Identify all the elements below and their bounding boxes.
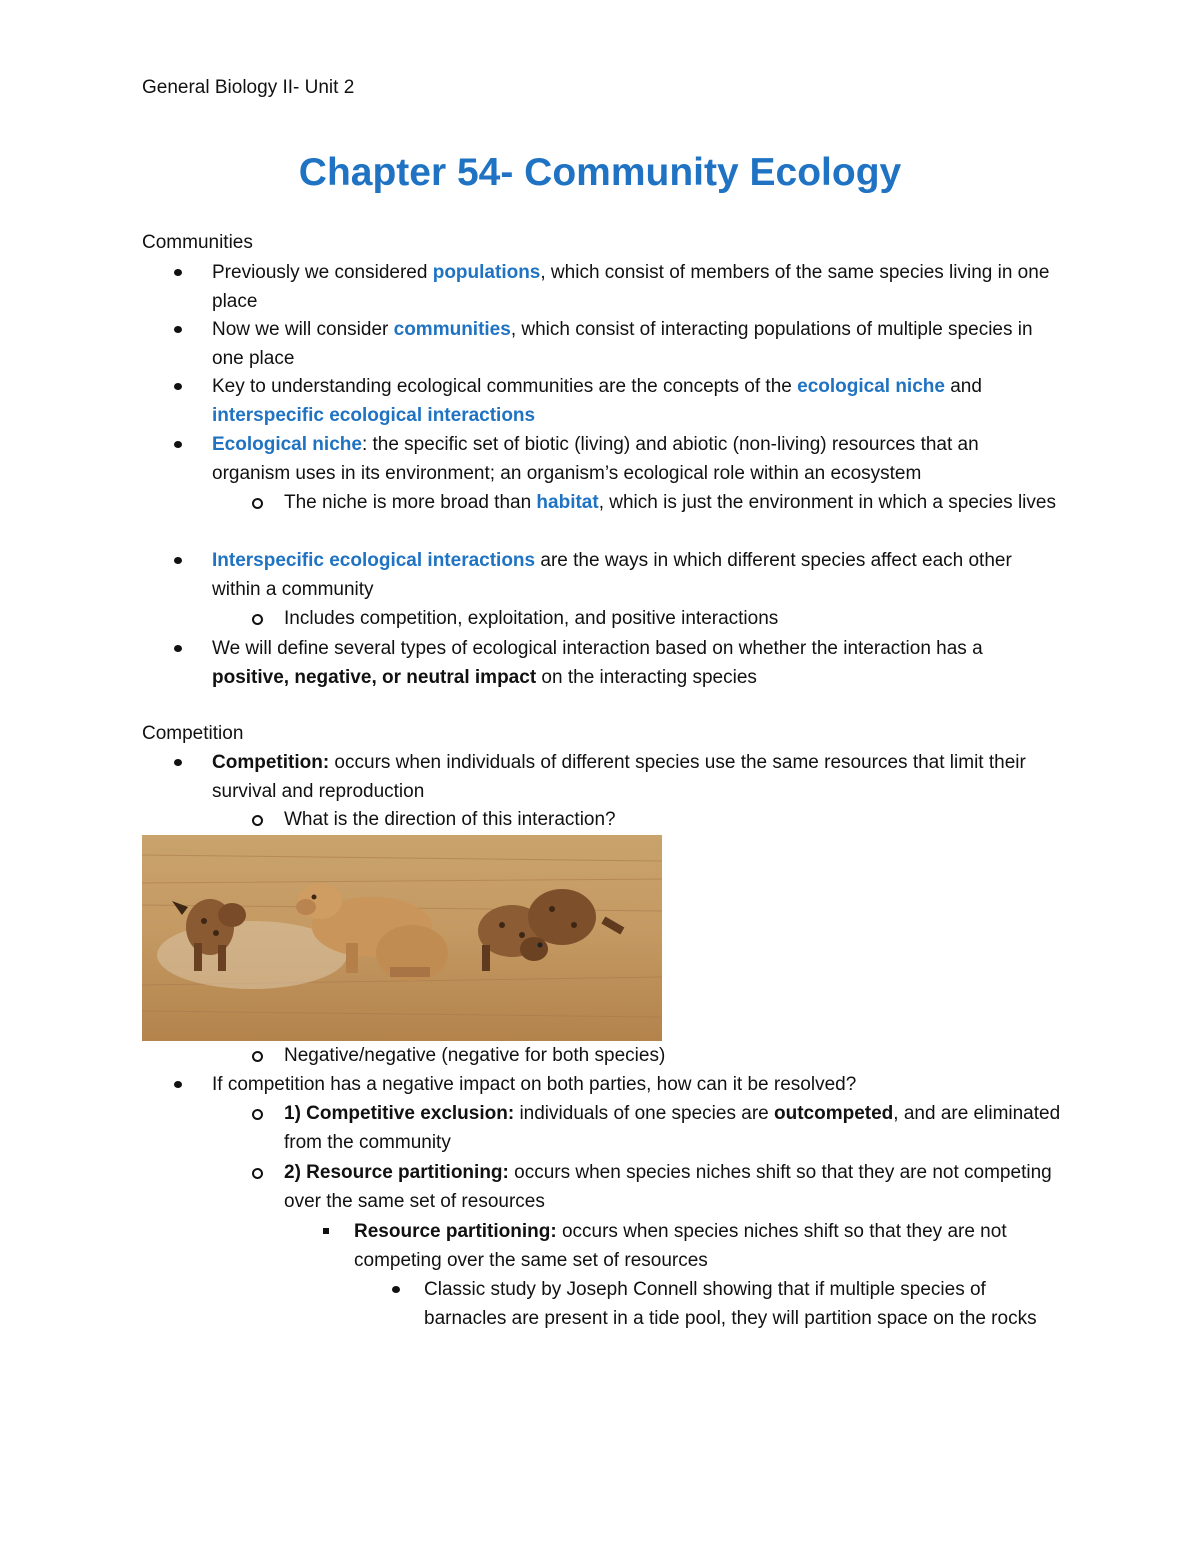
bullet-icon [174,372,184,401]
bullet-icon [252,805,262,834]
keyword: interspecific ecological interactions [212,405,536,426]
bullet-icon [252,488,262,517]
list-item: Previously we considered populations, which consist of members of the same species living in one place [212,258,1062,316]
bullet-icon [174,1070,184,1099]
bullet-icon [174,546,184,575]
list-item: Resource partitioning: occurs when species niches shift so that they are not competing over the same set of resources [354,1217,1064,1275]
list-item: Competition: occurs when individuals of different species use the same resources that limit their survival and reproduction [212,748,1062,806]
page-header: General Biology II- Unit 2 [142,77,355,98]
list-item: We will define several types of ecological interaction based on whether the interaction has a positive, negative, or neutral impact on the interacting species [212,634,1062,692]
bullet-icon [392,1275,402,1304]
list-item: 2) Resource partitioning: occurs when species niches shift so that they are not competing over the same set of resources [284,1158,1064,1216]
section-heading-competition: Competition [142,723,244,744]
bullet-icon [174,315,184,344]
bullet-icon [252,1041,262,1070]
list-item: What is the direction of this interaction? [284,805,1064,834]
bullet-icon [252,604,262,633]
bullet-icon [322,1217,332,1246]
list-item: Negative/negative (negative for both species) [284,1041,1064,1070]
list-item: Now we will consider communities, which consist of interacting populations of multiple species in one place [212,315,1062,373]
keyword: Ecological niche [212,434,362,455]
bullet-icon [174,748,184,777]
list-item: Ecological niche: the specific set of biotic (living) and abiotic (non-living) resources that an organism uses in its environment; an organism’s ecological role within an ecosystem [212,430,1062,488]
bullet-icon [174,430,184,459]
keyword: populations [432,262,541,283]
keyword: habitat [536,492,599,513]
list-item: If competition has a negative impact on both parties, how can it be resolved? [212,1070,1062,1099]
lion-hyena-photo [142,835,662,1041]
list-item: Interspecific ecological interactions are the ways in which different species affect each other within a community [212,546,1062,604]
bullet-icon [252,1158,262,1187]
list-item: The niche is more broad than habitat, which is just the environment in which a species lives [284,488,1064,517]
bullet-icon [174,634,184,663]
page-title: Chapter 54- Community Ecology [298,151,902,194]
keyword: Interspecific ecological interactions [212,550,536,571]
bullet-icon [252,1099,262,1128]
keyword: ecological niche [797,376,945,397]
list-item: Includes competition, exploitation, and positive interactions [284,604,1064,633]
list-item: 1) Competitive exclusion: individuals of one species are outcompeted, and are eliminated from the community [284,1099,1064,1157]
bullet-icon [174,258,184,287]
list-item: Classic study by Joseph Connell showing that if multiple species of barnacles are present in a tide pool, they will partition space on the rocks [424,1275,1064,1333]
section-heading-communities: Communities [142,232,253,253]
keyword: communities [393,319,511,340]
list-item: Key to understanding ecological communities are the concepts of the ecological niche and interspecific ecological interactions [212,372,1062,430]
